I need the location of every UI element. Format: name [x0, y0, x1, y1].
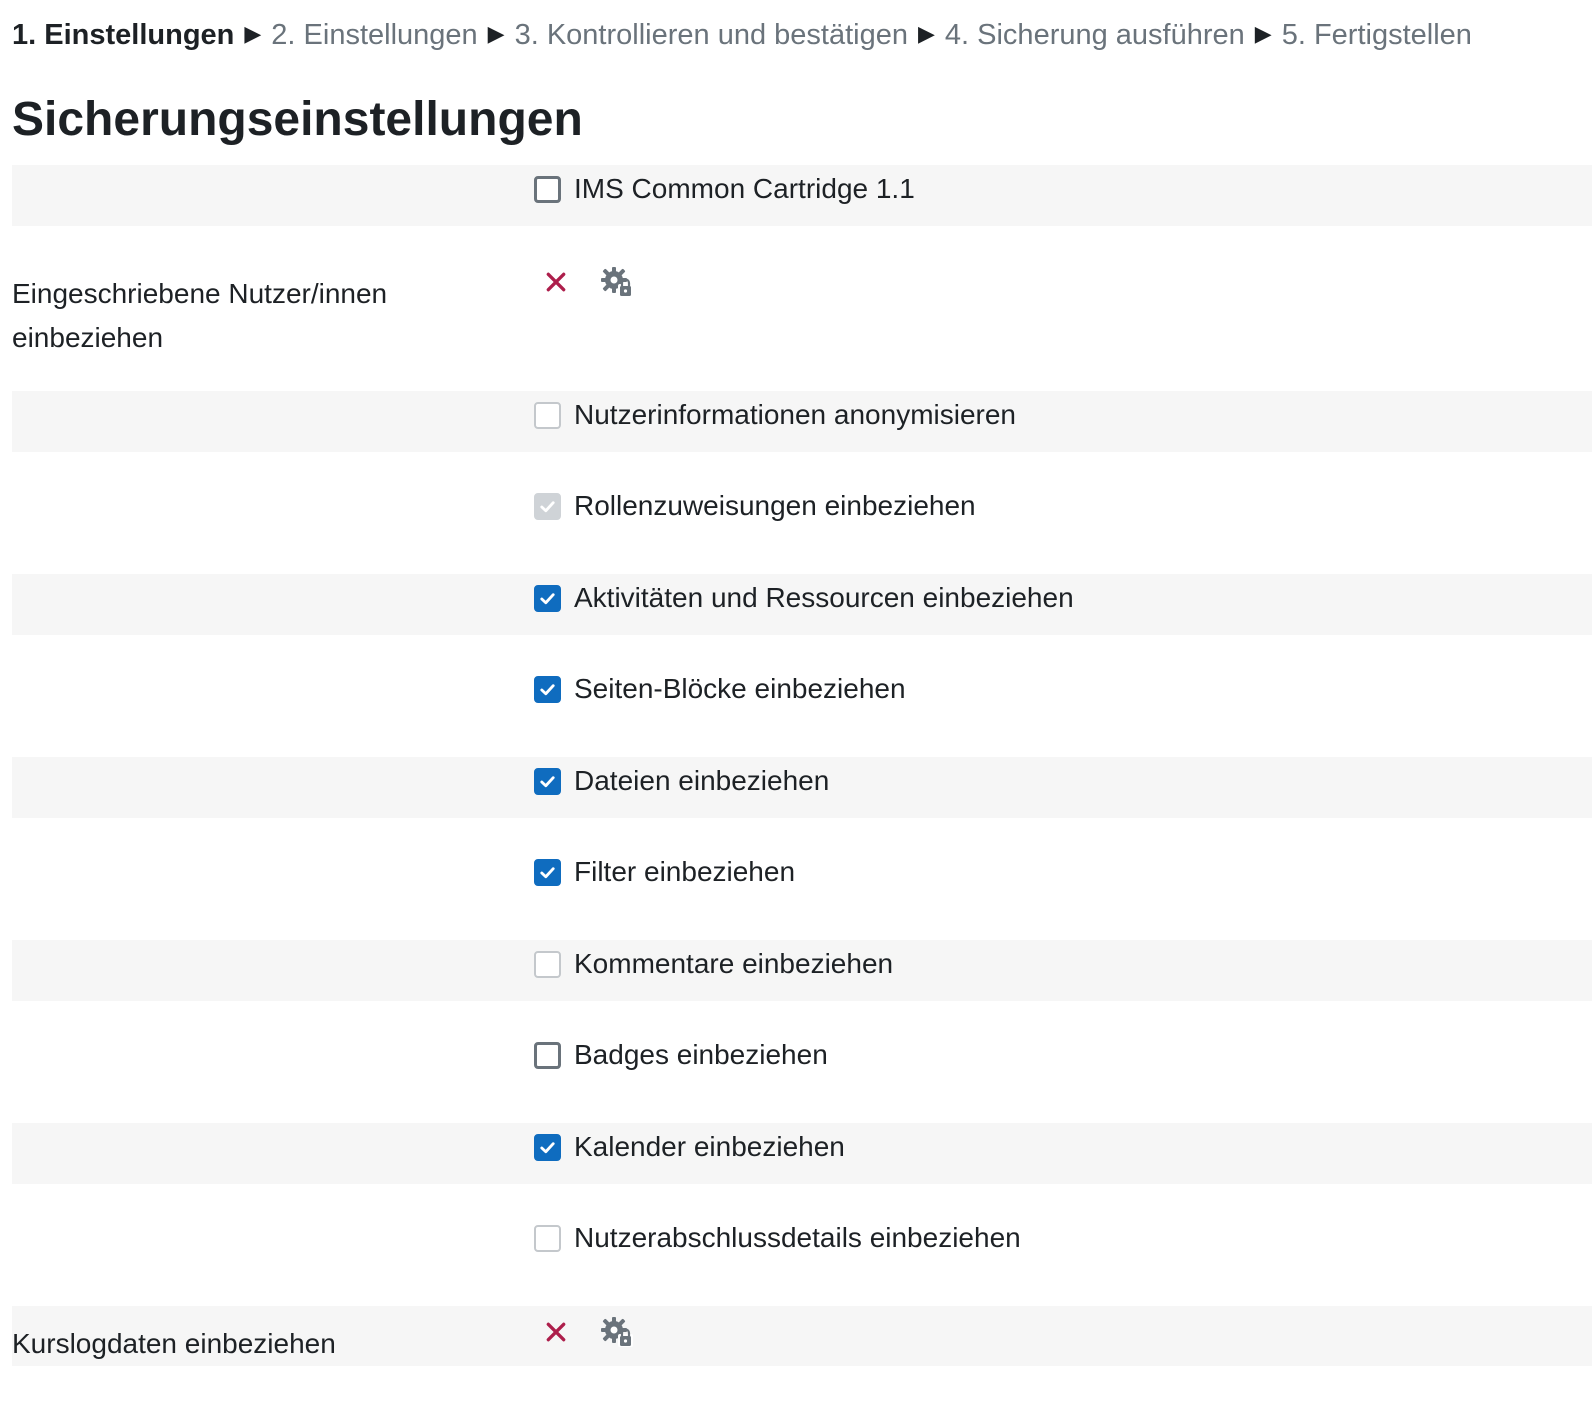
step-separator-icon: ▶	[244, 21, 262, 46]
blocks-checkbox-field[interactable]	[534, 673, 906, 705]
setting-row-completion	[12, 1184, 1592, 1306]
setting-row-calendar	[12, 1123, 1592, 1184]
badges-checkbox[interactable]	[534, 1042, 561, 1069]
comments-label: Kommentare einbeziehen	[574, 948, 894, 979]
blocks-label: Seiten-Blöcke einbeziehen	[574, 673, 906, 704]
setting-row-roles	[12, 452, 1592, 574]
ims-cc-label: IMS Common Cartridge 1.1	[574, 173, 915, 204]
calendar-checkbox-field[interactable]	[534, 1131, 845, 1163]
gear-lock-icon	[600, 264, 636, 300]
step-2-settings: 2. Einstellungen	[271, 19, 478, 51]
step-3-review: 3. Kontrollieren und bestätigen	[514, 19, 908, 51]
anonymize-checkbox[interactable]	[534, 402, 561, 429]
activities-label: Aktivitäten und Ressourcen einbeziehen	[574, 582, 1074, 613]
comments-checkbox-field[interactable]	[534, 948, 893, 980]
badges-checkbox-field[interactable]	[534, 1039, 828, 1071]
users-setting-label: Eingeschriebene Nutzer/innen einbeziehen	[12, 278, 388, 353]
calendar-checkbox[interactable]	[534, 1134, 561, 1161]
anonymize-checkbox-field[interactable]	[534, 399, 1016, 431]
step-separator-icon: ▶	[487, 21, 505, 46]
logs-setting-label: Kurslogdaten einbeziehen	[12, 1328, 336, 1359]
completion-checkbox[interactable]	[534, 1225, 561, 1252]
step-4-perform-backup: 4. Sicherung ausführen	[944, 19, 1245, 51]
completion-checkbox-field[interactable]	[534, 1222, 1021, 1254]
files-label: Dateien einbeziehen	[574, 765, 830, 796]
roles-label: Rollenzuweisungen einbeziehen	[574, 490, 976, 521]
setting-row-logs	[12, 1306, 1592, 1366]
step-separator-icon: ▶	[1254, 21, 1272, 46]
setting-row-anonymize	[12, 391, 1592, 452]
users-setting-status	[534, 264, 636, 300]
filters-checkbox-field[interactable]	[534, 856, 795, 888]
backup-steps-breadcrumb	[12, 14, 1472, 58]
ims-cc-checkbox[interactable]	[534, 176, 561, 203]
setting-row-users	[12, 226, 1592, 391]
badges-label: Badges einbeziehen	[574, 1039, 828, 1070]
roles-checkbox-field[interactable]	[534, 490, 976, 522]
filters-label: Filter einbeziehen	[574, 856, 796, 887]
calendar-label: Kalender einbeziehen	[574, 1131, 845, 1162]
page-title: Sicherungseinstellungen	[12, 93, 583, 146]
files-checkbox[interactable]	[534, 768, 561, 795]
comments-checkbox[interactable]	[534, 951, 561, 978]
blocks-checkbox[interactable]	[534, 676, 561, 703]
setting-row-filters	[12, 818, 1592, 940]
setting-row-blocks	[12, 635, 1592, 757]
anonymize-label: Nutzerinformationen anonymisieren	[574, 399, 1016, 430]
step-5-complete: 5. Fertigstellen	[1281, 19, 1472, 51]
filters-checkbox[interactable]	[534, 859, 561, 886]
step-separator-icon: ▶	[917, 21, 935, 46]
x-icon	[542, 1318, 570, 1346]
completion-label: Nutzerabschlussdetails einbeziehen	[574, 1222, 1021, 1253]
x-icon	[542, 268, 570, 296]
activities-checkbox-field[interactable]	[534, 582, 1074, 614]
logs-setting-status	[534, 1314, 636, 1350]
activities-checkbox[interactable]	[534, 585, 561, 612]
ims-cc-checkbox-field[interactable]	[534, 173, 915, 205]
setting-row-activities	[12, 574, 1592, 635]
gear-lock-icon	[600, 1314, 636, 1350]
files-checkbox-field[interactable]	[534, 765, 829, 797]
setting-row-badges	[12, 1001, 1592, 1123]
roles-checkbox[interactable]	[534, 493, 561, 520]
step-1-settings: 1. Einstellungen	[12, 19, 235, 51]
setting-row-comments	[12, 940, 1592, 1001]
setting-row-files	[12, 757, 1592, 818]
setting-row-ims	[12, 165, 1592, 226]
